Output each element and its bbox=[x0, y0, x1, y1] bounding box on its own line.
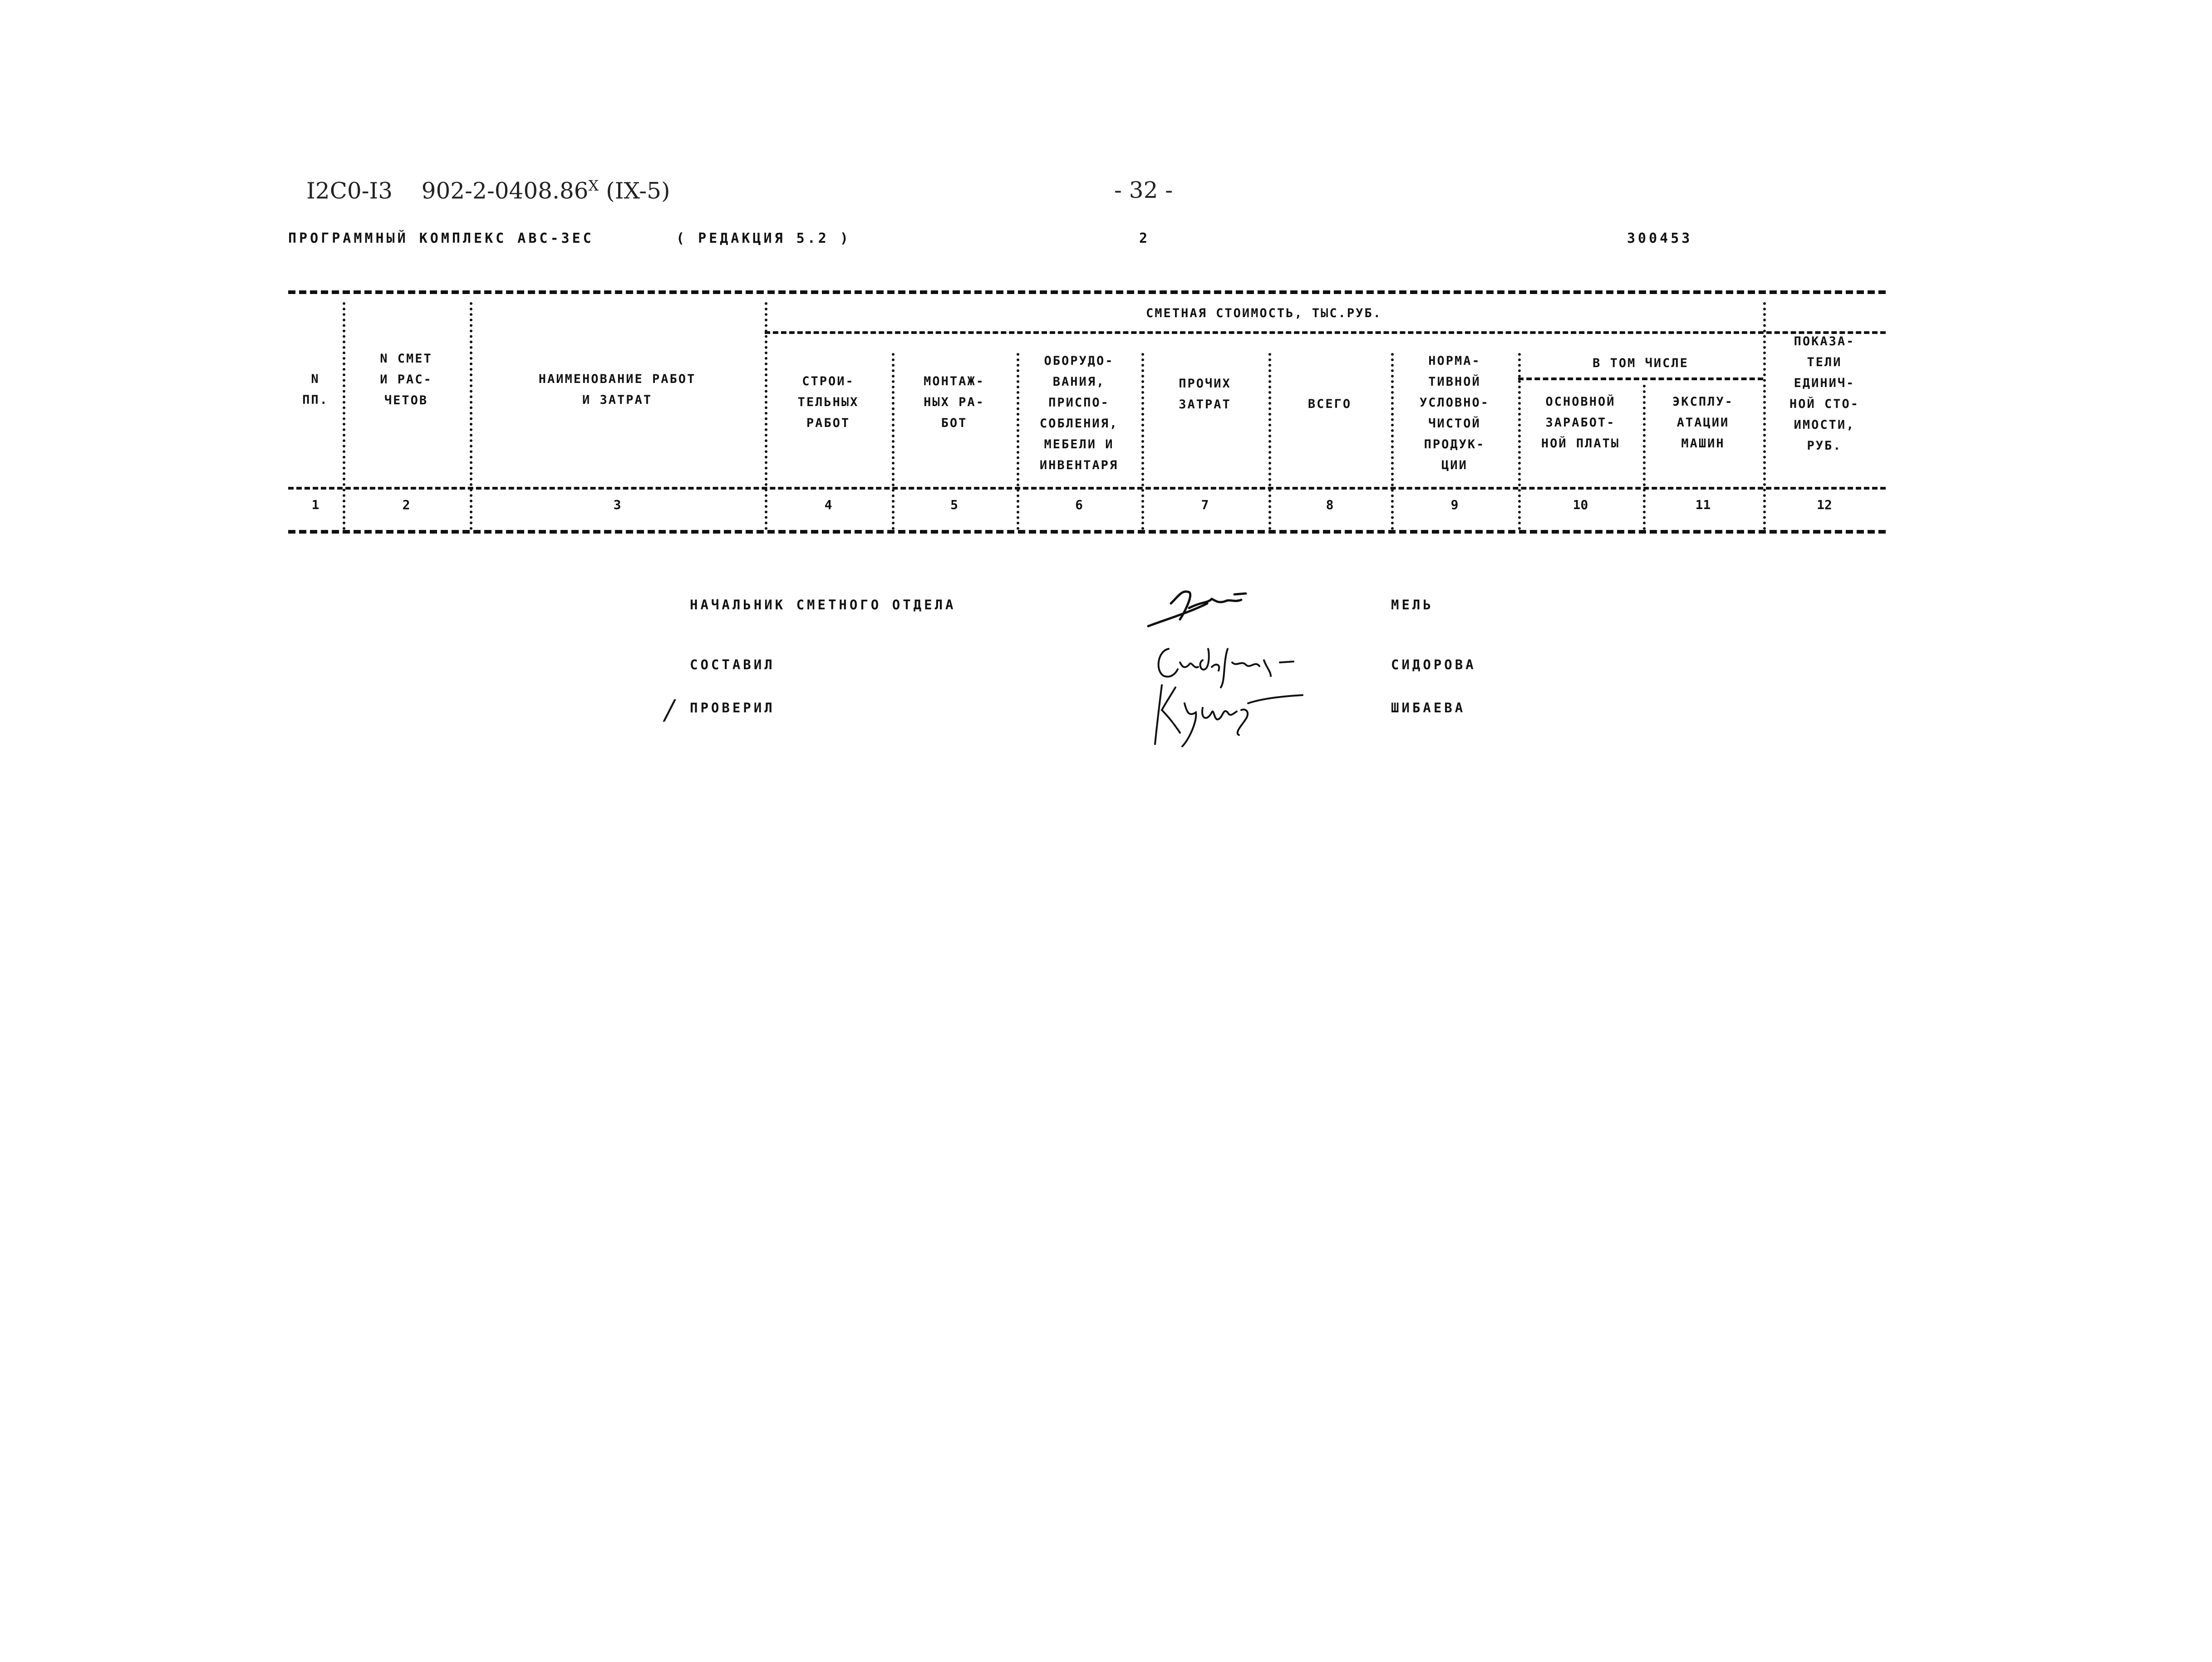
col-number-5: 5 bbox=[950, 497, 958, 512]
sheet-number: 2 bbox=[1139, 230, 1150, 246]
signature-name-compiled: СИДОРОВА bbox=[1391, 657, 1476, 672]
handwritten-signature-3 bbox=[1144, 676, 1316, 753]
header-bottom-rule bbox=[288, 487, 1886, 490]
col-number-12: 12 bbox=[1817, 497, 1832, 512]
col-header-3: НАИМЕНОВАНИЕ РАБОТ И ЗАТРАТ bbox=[538, 372, 696, 407]
col-header-11: ЭКСПЛУ- АТАЦИИ МАШИН bbox=[1672, 395, 1734, 451]
group-header: СМЕТНАЯ СТОИМОСТЬ, ТЫС.РУБ. bbox=[1146, 306, 1382, 320]
subgroup-header-rule bbox=[1518, 378, 1763, 380]
col-number-4: 4 bbox=[824, 497, 832, 512]
signature-role-head: НАЧАЛЬНИК СМЕТНОГО ОТДЕЛА bbox=[690, 597, 956, 613]
col-header-1: N ПП. bbox=[302, 372, 329, 407]
col-header-8: ВСЕГО bbox=[1308, 397, 1352, 411]
column-separator bbox=[470, 302, 472, 530]
col-number-8: 8 bbox=[1326, 497, 1334, 512]
col-header-9: НОРМА- ТИВНОЙ УСЛОВНО- ЧИСТОЙ ПРОДУК- ЦИИ bbox=[1419, 354, 1490, 472]
col-number-6: 6 bbox=[1075, 497, 1083, 512]
program-title: ПРОГРАММНЫЙ КОМПЛЕКС АВС-ЗЕС bbox=[288, 230, 594, 246]
page-number: - 32 - bbox=[1114, 177, 1173, 203]
group-header-rule bbox=[765, 331, 1886, 334]
stamp-code: I2C0-I3 bbox=[306, 177, 393, 204]
col-number-3: 3 bbox=[613, 497, 621, 512]
col-header-10: ОСНОВНОЙ ЗАРАБОТ- НОЙ ПЛАТЫ bbox=[1541, 395, 1620, 451]
signature-role-checked: ПРОВЕРИЛ bbox=[690, 700, 775, 716]
signature-role-compiled: СОСТАВИЛ bbox=[690, 657, 775, 672]
col-number-2: 2 bbox=[402, 497, 410, 512]
col-number-7: 7 bbox=[1201, 497, 1209, 512]
col-number-9: 9 bbox=[1450, 497, 1459, 512]
col-header-4: СТРОИ- ТЕЛЬНЫХ РАБОТ bbox=[797, 374, 859, 430]
estimate-table bbox=[288, 290, 1886, 534]
stamp-superscript: X bbox=[588, 177, 599, 194]
col-header-2: N СМЕТ И РАС- ЧЕТОВ bbox=[380, 352, 433, 407]
program-edition: ( РЕДАКЦИЯ 5.2 ) bbox=[676, 230, 851, 246]
col-header-12: ПОКАЗА- ТЕЛИ ЕДИНИЧ- НОЙ СТО- ИМОСТИ, РУБ. bbox=[1789, 334, 1860, 453]
col-number-10: 10 bbox=[1573, 497, 1588, 512]
stamp-project: 902-2-0408.86 bbox=[421, 177, 589, 204]
stamp-part: (IX-5) bbox=[606, 177, 670, 204]
handwritten-signature-1 bbox=[1139, 576, 1275, 640]
subgroup-header: В ТОМ ЧИСЛЕ bbox=[1593, 356, 1689, 370]
column-separator bbox=[343, 302, 345, 530]
col-header-7: ПРОЧИХ ЗАТРАТ bbox=[1179, 377, 1231, 412]
col-number-11: 11 bbox=[1695, 497, 1711, 512]
signature-name-head: МЕЛЬ bbox=[1391, 597, 1434, 613]
col-header-6: ОБОРУДО- ВАНИЯ, ПРИСПО- СОБЛЕНИЯ, МЕБЕЛИ И ИНВЕНТАРЯ bbox=[1039, 354, 1119, 472]
margin-mark: / bbox=[665, 694, 674, 726]
document-code: 300453 bbox=[1627, 230, 1693, 246]
col-header-5: МОНТАЖ- НЫХ РА- БОТ bbox=[924, 374, 985, 430]
signature-name-checked: ШИБАЕВА bbox=[1391, 700, 1466, 716]
stamp-line bbox=[306, 177, 670, 204]
col-number-1: 1 bbox=[311, 497, 320, 512]
